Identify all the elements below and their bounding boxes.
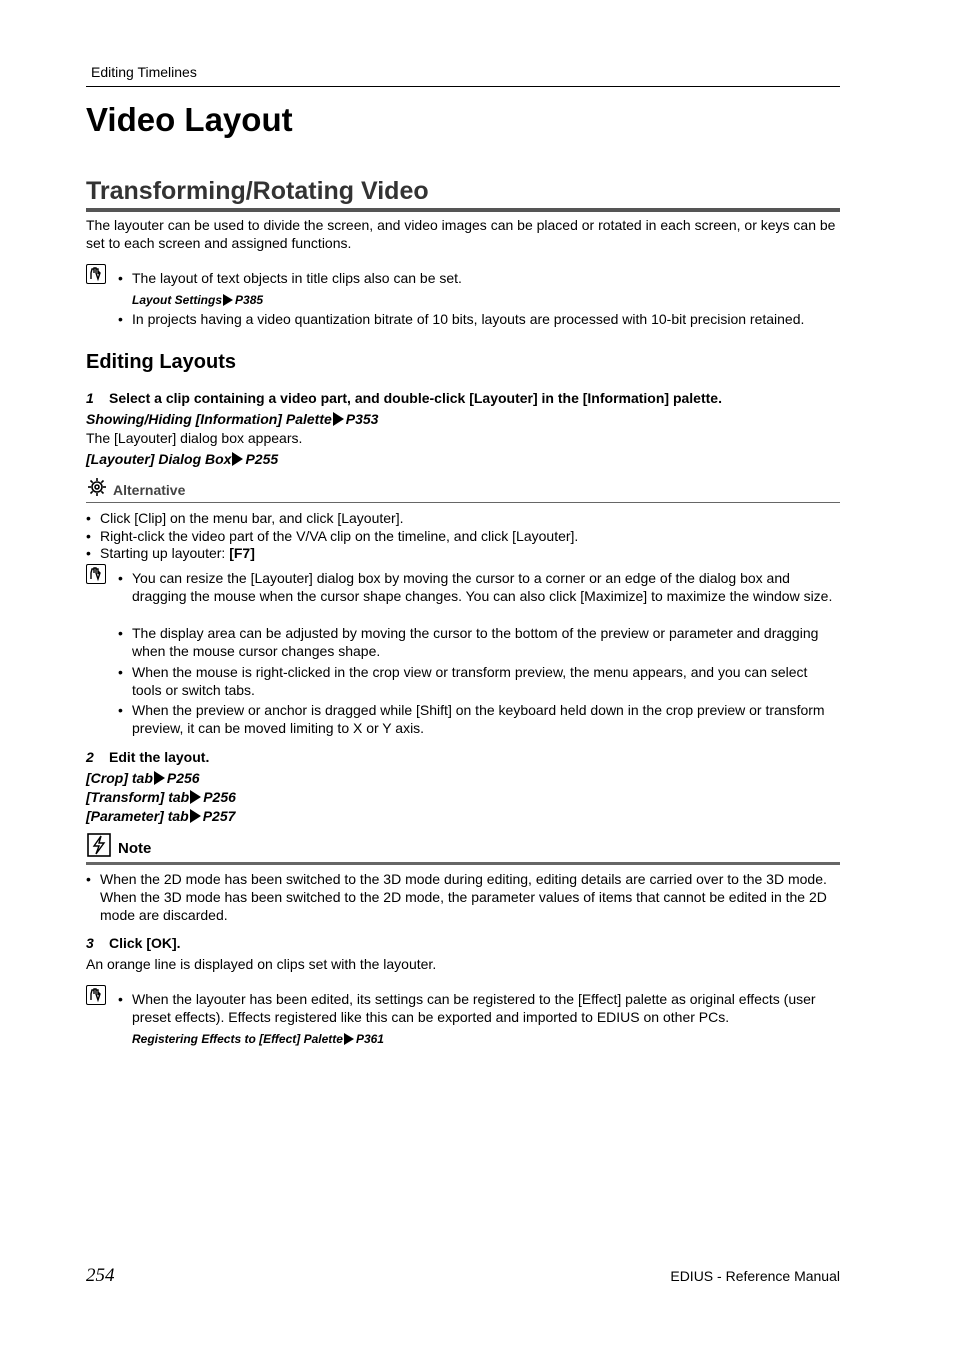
section-intro: The layouter can be used to divide the screen, and video images can be placed or rotated in each screen, or keys can be set to each screen and assigned functions. bbox=[86, 217, 836, 251]
ref-page[interactable]: P353 bbox=[345, 411, 379, 427]
hint1-bullet-text: The layout of text objects in title clips also can be set. bbox=[132, 270, 462, 286]
ref-text[interactable]: Showing/Hiding [Information] Palette bbox=[86, 411, 332, 427]
hint3-ref[interactable] bbox=[132, 1029, 384, 1048]
ref-page[interactable]: P361 bbox=[355, 1032, 384, 1046]
page-title: Video Layout bbox=[86, 101, 293, 138]
step-3 bbox=[86, 934, 181, 952]
arrow-icon bbox=[190, 809, 201, 823]
alternative-label: Alternative bbox=[113, 482, 186, 498]
arrow-icon bbox=[154, 771, 165, 785]
step2-ref[interactable] bbox=[86, 807, 235, 825]
section-heading: Transforming/Rotating Video bbox=[86, 177, 429, 205]
hint2-bullet-text: You can resize the [Layouter] dialog box by moving the cursor to a corner or an edge of the dialog box and dragging the mouse when the cursor shape changes. You can also click [Maximize] to maximize the window size. bbox=[132, 570, 833, 604]
arrow-icon bbox=[232, 452, 243, 466]
hint-icon bbox=[86, 264, 106, 284]
running-head: Editing Timelines bbox=[91, 64, 197, 80]
section-rule bbox=[86, 208, 840, 212]
alternative-item-text: Click [Clip] on the menu bar, and click [Layouter]. bbox=[100, 510, 404, 526]
ref-text[interactable]: Layout Settings bbox=[132, 293, 223, 307]
step2-ref[interactable] bbox=[86, 788, 236, 806]
bullet-dot: • bbox=[86, 871, 91, 887]
step-text: Select a clip containing a video part, and double-click [Layouter] in the [Information] palette. bbox=[109, 390, 722, 406]
bullet-dot: • bbox=[118, 625, 123, 641]
ref-page[interactable]: P256 bbox=[166, 770, 200, 786]
ref-page[interactable]: P257 bbox=[202, 808, 236, 824]
bullet-dot: • bbox=[118, 702, 123, 718]
note-icon bbox=[87, 833, 111, 857]
step-text: Edit the layout. bbox=[109, 749, 210, 765]
step-text: Click [OK]. bbox=[109, 935, 181, 951]
ref-text[interactable]: [Transform] tab bbox=[86, 789, 190, 805]
bullet-dot: • bbox=[118, 270, 123, 286]
bullet-dot: • bbox=[118, 311, 123, 327]
bullet-dot: • bbox=[118, 664, 123, 680]
step3-result: An orange line is displayed on clips set with the layouter. bbox=[86, 956, 437, 972]
hint2-bullet-text: The display area can be adjusted by moving the cursor to the bottom of the preview or parameter and dragging when the mouse cursor changes shape. bbox=[132, 625, 819, 659]
ref-text[interactable]: [Layouter] Dialog Box bbox=[86, 451, 232, 467]
shortcut-key: [F7] bbox=[229, 545, 255, 561]
note-rule bbox=[86, 862, 840, 865]
ref-text[interactable]: [Crop] tab bbox=[86, 770, 153, 786]
step1-result: The [Layouter] dialog box appears. bbox=[86, 430, 303, 446]
bullet-dot: • bbox=[118, 570, 123, 586]
shortcut-prefix: Starting up layouter: bbox=[100, 545, 230, 561]
hint1-ref[interactable] bbox=[132, 290, 263, 309]
manual-name: EDIUS - Reference Manual bbox=[670, 1268, 840, 1284]
note-text: When the 2D mode has been switched to the 3D mode during editing, editing details are carried over to the 3D mode. When the 3D mode has been switched to the 2D mode, the parameter values of items that cannot be edited in the 2D mode are discarded. bbox=[100, 871, 827, 923]
ref-text[interactable]: [Parameter] tab bbox=[86, 808, 189, 824]
arrow-icon bbox=[344, 1033, 354, 1045]
step1-ref[interactable] bbox=[86, 410, 378, 428]
alternative-rule bbox=[86, 502, 840, 503]
bullet-dot: • bbox=[118, 991, 123, 1007]
step-number: 2 bbox=[86, 749, 94, 765]
hint3-bullet-text: When the layouter has been edited, its settings can be registered to the [Effect] palette as original effects (user preset effects). Effects registered like this can be exported and imported to EDIUS on other PCs. bbox=[132, 991, 816, 1025]
header-rule bbox=[86, 86, 840, 87]
ref-text[interactable]: Registering Effects to [Effect] Palette bbox=[132, 1032, 343, 1046]
hint1-bullet-text: In projects having a video quantization bitrate of 10 bits, layouts are processed with 10-bit precision retained. bbox=[132, 311, 805, 327]
bullet-dot: • bbox=[86, 510, 91, 526]
step-1 bbox=[86, 389, 840, 407]
alternative-item-text: Right-click the video part of the V/VA clip on the timeline, and click [Layouter]. bbox=[100, 528, 579, 544]
step-number: 1 bbox=[86, 390, 94, 406]
subsection-heading: Editing Layouts bbox=[86, 351, 236, 373]
ref-page[interactable]: P385 bbox=[235, 293, 264, 307]
hint2-bullet-text: When the mouse is right-clicked in the crop view or transform preview, the menu appears, and you can select tools or switch tabs. bbox=[132, 664, 808, 698]
arrow-icon bbox=[190, 790, 201, 804]
ref-page[interactable]: P256 bbox=[203, 789, 236, 805]
alternative-item-text bbox=[100, 544, 840, 562]
hint-icon bbox=[86, 564, 106, 584]
gear-icon bbox=[87, 477, 107, 497]
page-number: 254 bbox=[86, 1265, 115, 1286]
arrow-icon bbox=[223, 294, 233, 306]
bullet-dot: • bbox=[86, 545, 91, 561]
step-2 bbox=[86, 748, 209, 766]
step-number: 3 bbox=[86, 935, 94, 951]
bullet-dot: • bbox=[86, 528, 91, 544]
step1-ref[interactable] bbox=[86, 450, 278, 468]
hint-icon bbox=[86, 985, 106, 1005]
step2-ref[interactable] bbox=[86, 769, 200, 787]
note-label: Note bbox=[118, 840, 152, 857]
ref-page[interactable]: P255 bbox=[245, 451, 279, 467]
hint2-bullet-text: When the preview or anchor is dragged while [Shift] on the keyboard held down in the crop preview or transform preview, it can be moved limiting to X or Y axis. bbox=[132, 702, 825, 736]
arrow-icon bbox=[333, 412, 344, 426]
